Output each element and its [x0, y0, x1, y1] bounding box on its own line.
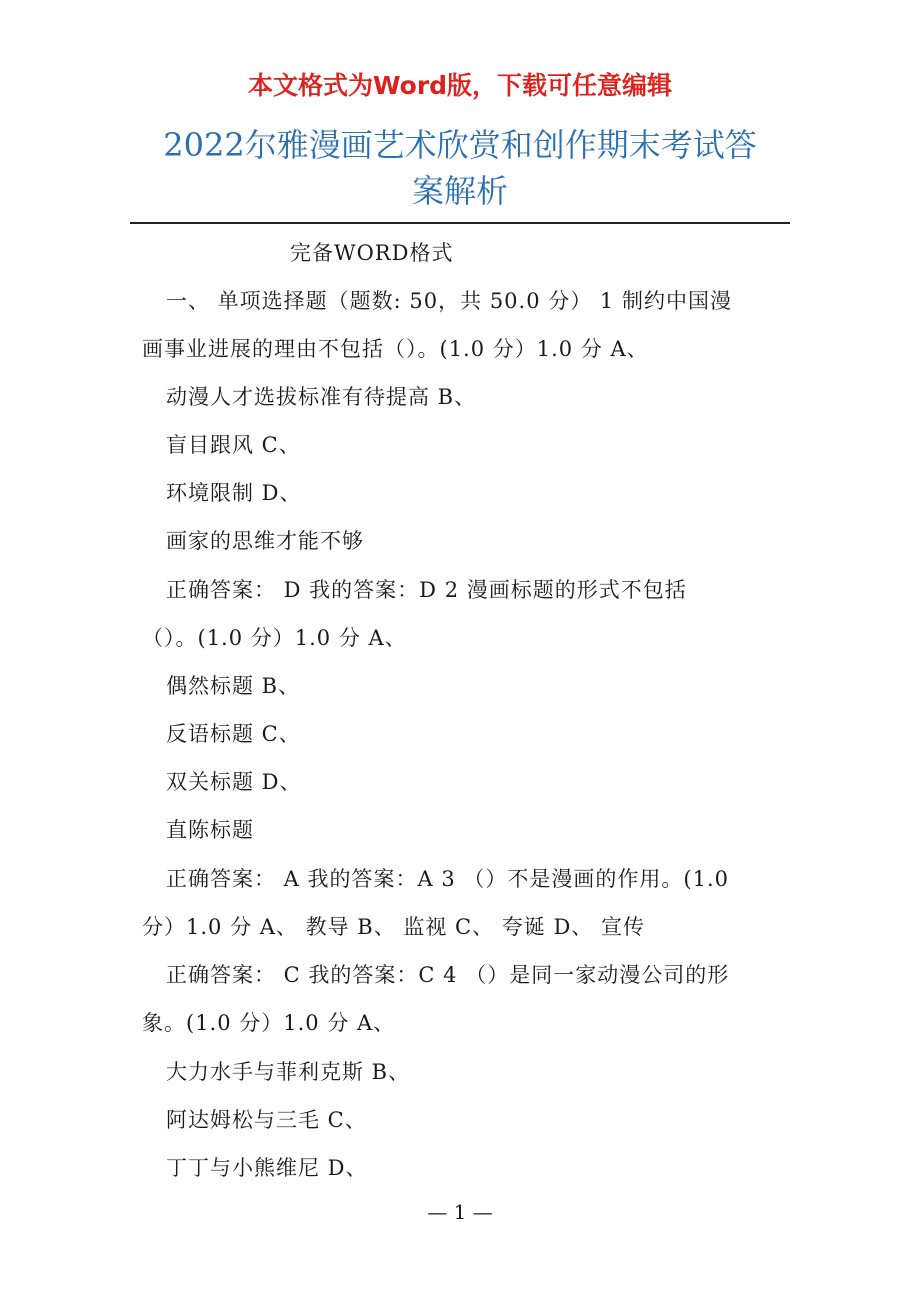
subtitle: 完备WORD格式	[290, 241, 454, 265]
download-banner: 本文格式为Word版，下载可任意编辑	[247, 71, 673, 100]
answer-option: 双关标题 D、	[166, 770, 302, 794]
answer-option: 动漫人才选拔标准有待提高 B、	[166, 385, 477, 409]
answer-option: 直陈标题	[166, 818, 254, 842]
correct-answer-line: 正确答案： D 我的答案：D 2 漫画标题的形式不包括	[166, 578, 687, 602]
title-divider	[130, 222, 790, 224]
answer-option: 盲目跟风 C、	[166, 433, 301, 457]
correct-answer-line: 正确答案： A 我的答案：A 3 （）不是漫画的作用。(1.0	[166, 867, 729, 891]
page-number: — 1 —	[427, 1200, 493, 1224]
question-text: 画事业进展的理由不包括（）。(1.0 分）1.0 分 A、	[142, 337, 649, 361]
question-text: 分）1.0 分 A、 教导 B、 监视 C、 夸诞 D、 宣传	[142, 915, 645, 939]
correct-answer-line: 正确答案： C 我的答案：C 4 （）是同一家动漫公司的形	[166, 963, 730, 987]
question-text: 象。(1.0 分）1.0 分 A、	[142, 1011, 396, 1035]
answer-option: 反语标题 C、	[166, 722, 301, 746]
answer-option: 画家的思维才能不够	[166, 529, 364, 553]
question-text: 一、 单项选择题（题数: 50，共 50.0 分） 1 制约中国漫	[166, 289, 732, 313]
document-title	[130, 122, 790, 214]
answer-option: 大力水手与菲利克斯 B、	[166, 1060, 411, 1084]
answer-option: 偶然标题 B、	[166, 674, 301, 698]
answer-option: 丁丁与小熊维尼 D、	[166, 1156, 368, 1180]
title-line-2: 案解析	[411, 172, 508, 210]
title-line-1: 2022尔雅漫画艺术欣赏和创作期末考试答	[163, 126, 757, 164]
answer-option: 阿达姆松与三毛 C、	[166, 1108, 367, 1132]
question-text: （）。(1.0 分）1.0 分 A、	[142, 626, 407, 650]
answer-option: 环境限制 D、	[166, 481, 302, 505]
